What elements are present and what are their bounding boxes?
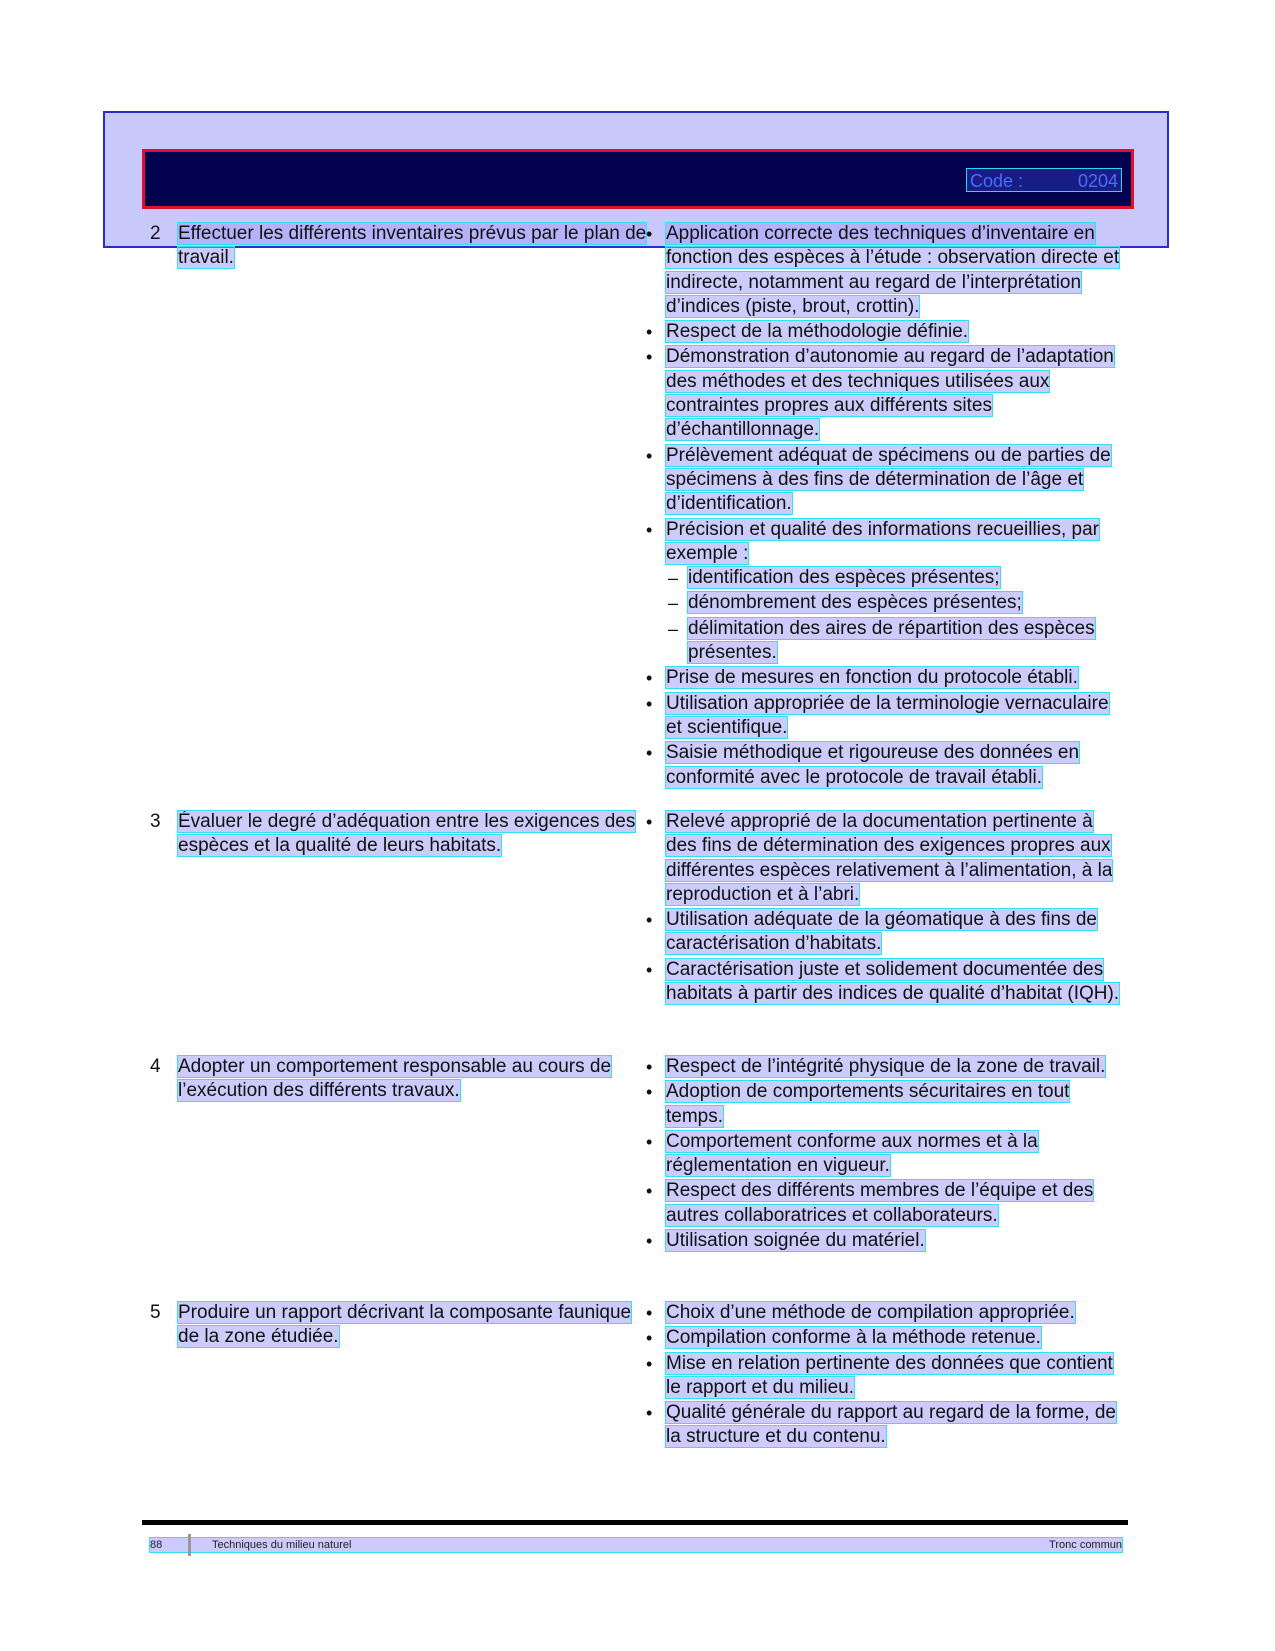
criterion: • Application correcte des techniques d’inventaire en fonction des espèces à l’étude : observation directe et indirecte, notamment au regard de l’interprétation d’indices (piste, brout, crottin). — [644, 222, 1124, 319]
criterion: • Relevé approprié de la documentation pertinente à des fins de détermination des exigences propres aux différentes espèces relativement à l’alimentation, à la reproduction et à l’abri. — [644, 810, 1124, 907]
element-number: 5 — [150, 1302, 161, 1323]
page-footer — [150, 1538, 1122, 1552]
criteria-list — [644, 222, 1124, 791]
element-text: Produire un rapport décrivant la composante faunique de la zone étudiée. — [178, 1302, 632, 1347]
criterion: • Respect de l’intégrité physique de la zone de travail. — [644, 1055, 1124, 1079]
criteria-list — [644, 1055, 1124, 1254]
code-value: 0204 — [1077, 171, 1118, 191]
footer-separator — [188, 1534, 191, 1556]
element-number: 4 — [150, 1056, 161, 1077]
criterion: • Choix d’une méthode de compilation appropriée. — [644, 1301, 1124, 1325]
element-number: 3 — [150, 811, 161, 832]
element-text: Évaluer le degré d’adéquation entre les exigences des espèces et la qualité de leurs habitats. — [178, 811, 636, 856]
criterion: • Qualité générale du rapport au regard de la forme, de la structure et du contenu. — [644, 1401, 1124, 1450]
subitem: – délimitation des aires de répartition des espèces présentes. — [666, 617, 1124, 666]
criterion-subitems — [666, 566, 1124, 665]
criterion: • Mise en relation pertinente des données que contient le rapport et du milieu. — [644, 1352, 1124, 1401]
criterion: • Utilisation adéquate de la géomatique à des fins de caractérisation d’habitats. — [644, 908, 1124, 957]
code-label: Code : — [970, 171, 1024, 191]
subitem: – dénombrement des espèces présentes; — [666, 591, 1124, 615]
program-title: Techniques du milieu naturel — [212, 1539, 352, 1551]
criterion: • Prélèvement adéquat de spécimens ou de parties de spécimens à des fins de détermination de l’âge et d’identification. — [644, 444, 1124, 517]
criteria-list — [644, 810, 1124, 1007]
criterion: • Caractérisation juste et solidement documentée des habitats à partir des indices de qualité d’habitat (IQH). — [644, 958, 1124, 1007]
footer-rule — [142, 1520, 1128, 1525]
criterion: • Précision et qualité des informations recueillies, par exemple : – identification des espèces présentes; – dénombrement des espèces présentes; – délimitation des aires de répartition des espèces présentes. — [644, 518, 1124, 666]
criterion: • Saisie méthodique et rigoureuse des données en conformité avec le protocole de travail établi. — [644, 741, 1124, 790]
criteria-list — [644, 1301, 1124, 1451]
criterion: • Respect de la méthodologie définie. — [644, 320, 1124, 344]
criterion: • Utilisation soignée du matériel. — [644, 1229, 1124, 1253]
criterion: • Démonstration d’autonomie au regard de l’adaptation des méthodes et des techniques utilisées aux contraintes propres aux différents sites d’échantillonnage. — [644, 345, 1124, 442]
criterion: • Respect des différents membres de l’équipe et des autres collaboratrices et collaborateurs. — [644, 1179, 1124, 1228]
criterion: • Adoption de comportements sécuritaires en tout temps. — [644, 1080, 1124, 1129]
page-number: 88 — [150, 1539, 163, 1551]
competency-code — [966, 168, 1122, 192]
element-text: Adopter un comportement responsable au cours de l’exécution des différents travaux. — [178, 1056, 612, 1101]
footer-section: Tronc commun — [1049, 1539, 1122, 1551]
element-number: 2 — [150, 223, 161, 244]
criterion: • Utilisation appropriée de la terminologie vernaculaire et scientifique. — [644, 692, 1124, 741]
criterion: • Prise de mesures en fonction du protocole établi. — [644, 666, 1124, 690]
element-text: Effectuer les différents inventaires prévus par le plan de travail. — [178, 223, 647, 268]
criterion: • Compilation conforme à la méthode retenue. — [644, 1326, 1124, 1350]
subitem: – identification des espèces présentes; — [666, 566, 1124, 590]
criterion: • Comportement conforme aux normes et à la réglementation en vigueur. — [644, 1130, 1124, 1179]
